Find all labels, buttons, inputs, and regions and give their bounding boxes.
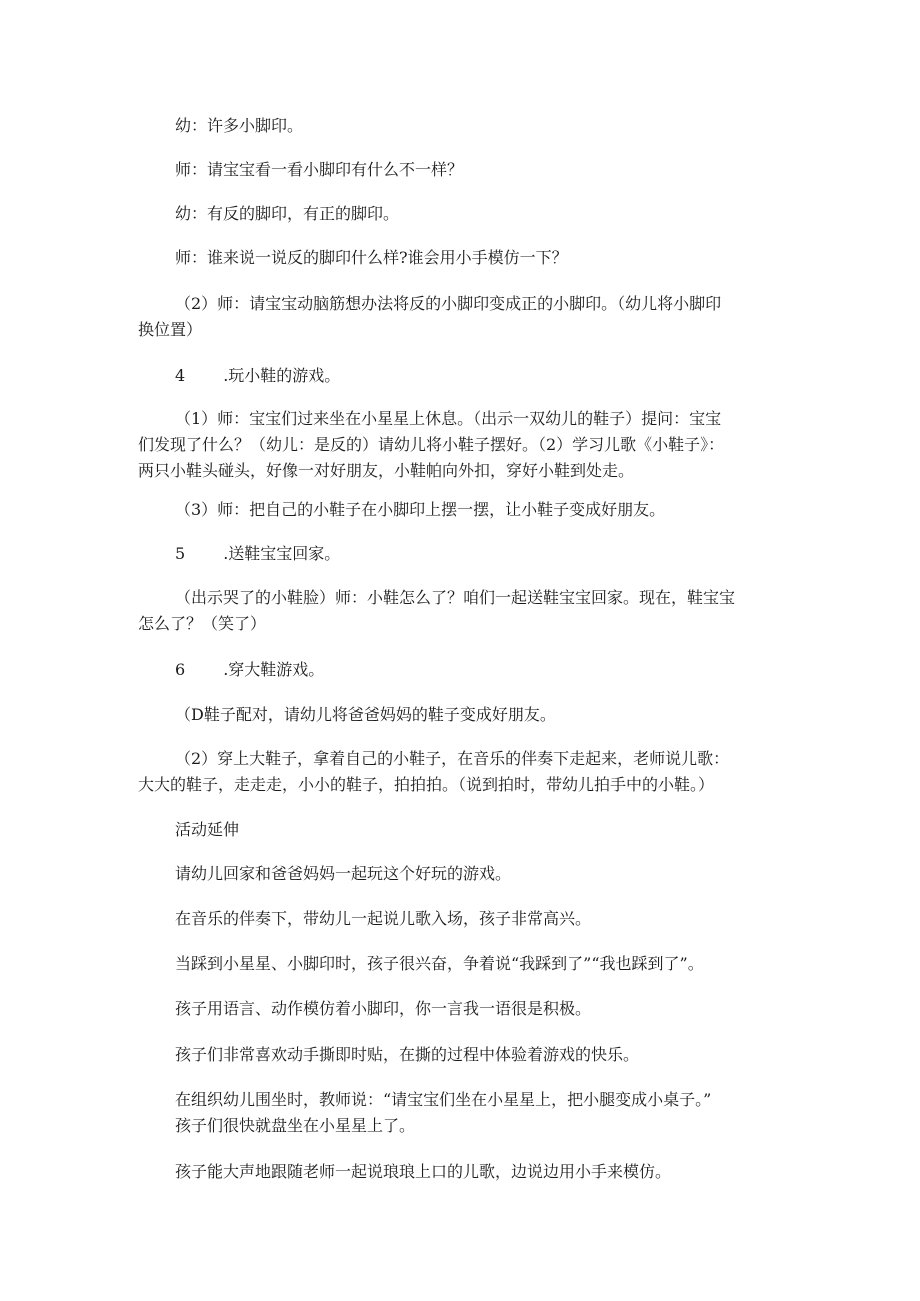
text-line: 两只小鞋头碰头，好像一对好朋友，小鞋帕向外扣，穿好小鞋到处走。 [138,461,635,480]
text-line: （2）师：请宝宝动脑筋想办法将反的小脚印变成正的小脚印。（幼儿将小脚印 [175,294,722,313]
text-line: （1）师：宝宝们过来坐在小星星上休息。（出示一双幼儿的鞋子）提问：宝宝 [175,409,722,428]
text-line: 当踩到小星星、小脚印时，孩子很兴奋，争着说“我踩到了”“我也踩到了”。 [175,954,704,973]
text-line: 们发现了什么？（幼儿：是反的）请幼儿将小鞋子摆好。（2）学习儿歌《小鞋子》： [138,435,725,454]
text-line: 活动延伸 [175,820,240,839]
paragraph [175,906,785,932]
paragraph [138,406,748,484]
text-line: （3）师：把自己的小鞋子在小脚印上摆一摆，让小鞋子变成好朋友。 [175,500,666,519]
step-title: .玩小鞋的游戏。 [223,366,341,385]
paragraph [138,291,748,343]
step-title: .送鞋宝宝回家。 [223,544,341,563]
text-line: 幼：许多小脚印。 [175,116,304,135]
text-line: （出示哭了的小鞋脸）师：小鞋怎么了？咱们一起送鞋宝宝回家。现在，鞋宝宝 [175,588,736,607]
text-line: （2）穿上大鞋子，拿着自己的小鞋子，在音乐的伴奏下走起来，老师说儿歌： [175,749,730,768]
paragraph [175,1042,785,1068]
paragraph [138,746,748,798]
numbered-heading [175,363,785,389]
numbered-heading [175,541,785,567]
paragraph [175,157,785,183]
paragraph [175,1159,785,1185]
text-line: 在音乐的伴奏下，带幼儿一起说儿歌入场，孩子非常高兴。 [175,909,592,928]
section-heading [175,817,785,843]
paragraph [175,1087,785,1139]
step-number: 6 [175,660,186,679]
text-line: 大大的鞋子，走走走，小小的鞋子，拍拍拍。（说到拍时，带幼儿拍手中的小鞋。） [138,775,715,794]
text-line: 孩子用语言、动作模仿着小脚印，你一言我一语很是积极。 [175,999,592,1018]
text-line: 师：谁来说一说反的脚印什么样?谁会用小手模仿一下？ [175,248,568,267]
paragraph [138,585,748,637]
paragraph [175,113,785,139]
text-line: 在组织幼儿围坐时，教师说：“请宝宝们坐在小星星上，把小腿变成小桌子。” [175,1090,712,1109]
text-line: 孩子能大声地跟随老师一起说琅琅上口的儿歌，边说边用小手来模仿。 [175,1162,672,1181]
numbered-heading [175,657,785,683]
paragraph [175,201,785,227]
paragraph [175,951,785,977]
text-line: 师：请宝宝看一看小脚印有什么不一样？ [175,160,464,179]
step-number: 4 [175,366,186,385]
text-line: 孩子们非常喜欢动手撕即时贴，在撕的过程中体验着游戏的快乐。 [175,1045,640,1064]
text-line: 怎么了？（笑了） [138,614,267,633]
paragraph [175,861,785,887]
text-line: 幼：有反的脚印，有正的脚印。 [175,204,400,223]
step-title: .穿大鞋游戏。 [223,660,325,679]
paragraph [138,702,748,728]
paragraph [175,996,785,1022]
text-line: （D鞋子配对，请幼儿将爸爸妈妈的鞋子变成好朋友。 [175,705,556,724]
paragraph [138,497,748,523]
text-line: 孩子们很快就盘坐在小星星上了。 [175,1116,416,1135]
text-line: 换位置） [138,320,203,339]
text-line: 请幼儿回家和爸爸妈妈一起玩这个好玩的游戏。 [175,864,512,883]
step-number: 5 [175,544,186,563]
paragraph [175,245,785,271]
